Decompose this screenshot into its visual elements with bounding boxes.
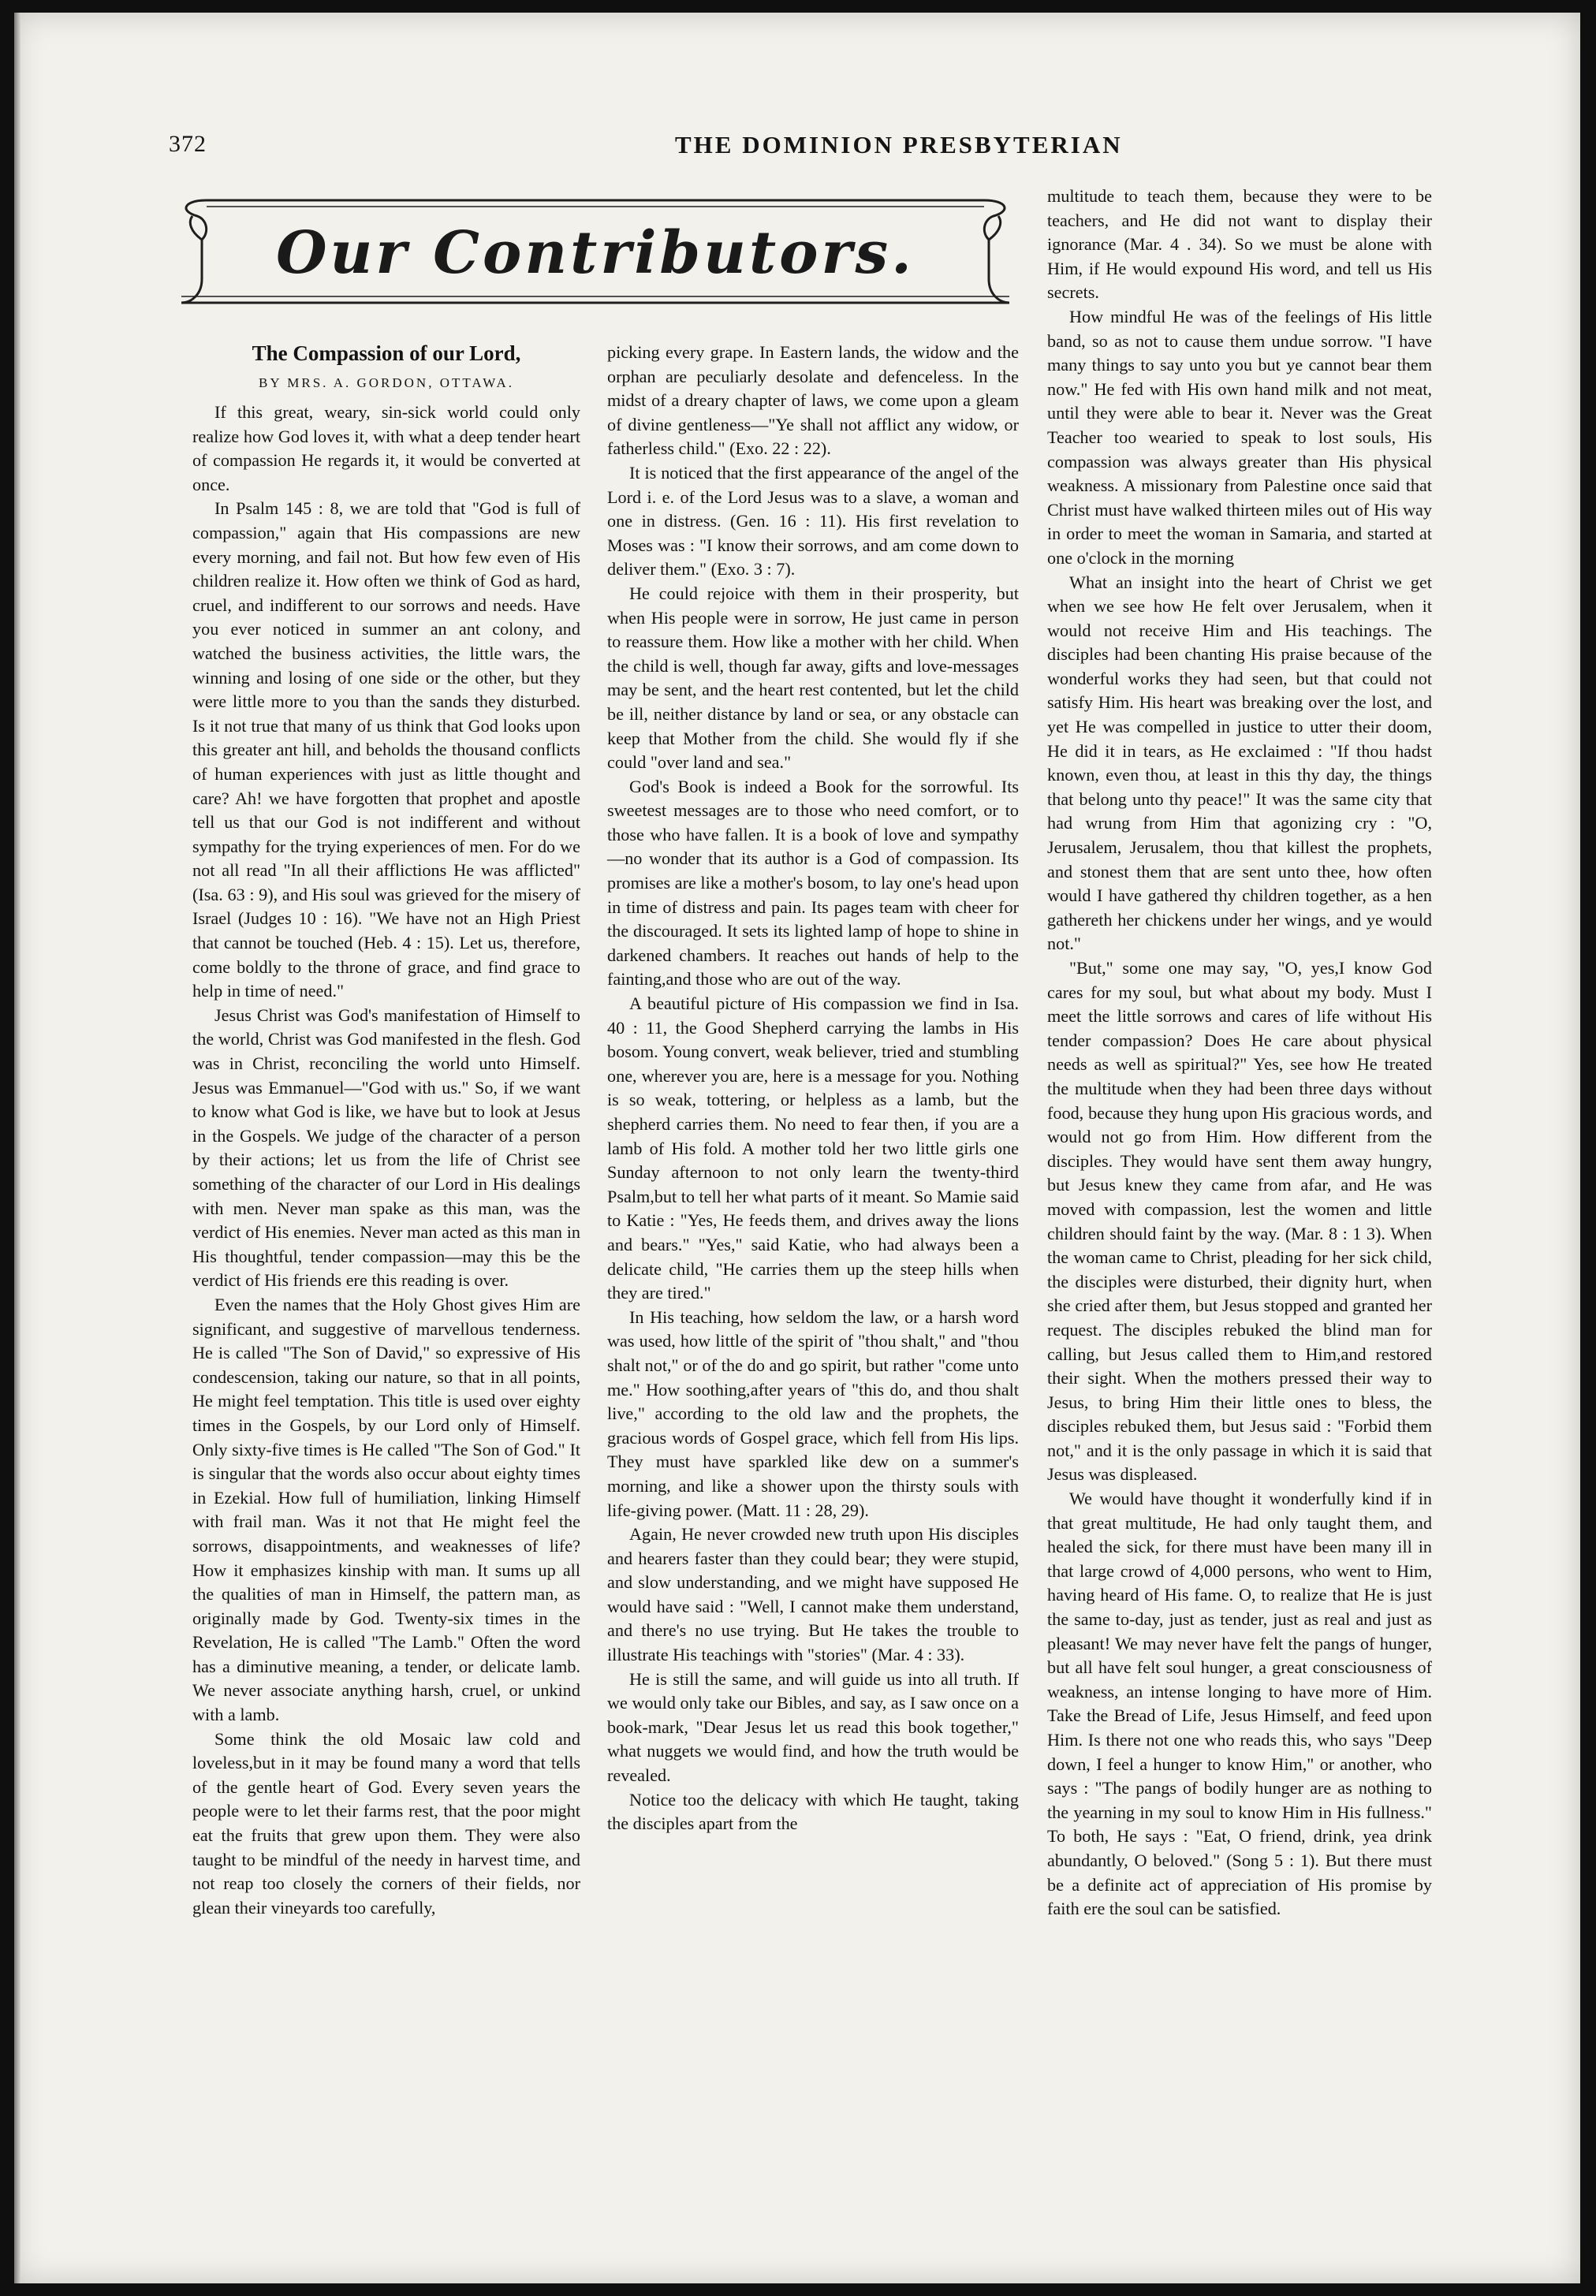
paragraph: picking every grape. In Eastern lands, the widow and the orphan are peculiarly desolate and defenceless. In the midst of a dreary chapter of laws, we come upon a gleam of divine gentleness—"Ye shall not afflict any widow, or fatherless child." (Exo. 22 : 22). [607, 342, 1019, 459]
paragraph: "But," some one may say, "O, yes,I know God cares for my soul, but what about my body. Must I meet the little sorrows and cares of life without His tender compassion? Does He care about physical needs as well as spiritual?" Yes, see how He treated the multitude when they had been three days without food, because they hung upon His gracious words, and would not go from Him. How different from the disciples. They would have sent them away hungry, but Jesus knew they came from afar, and He was moved with compassion, lest the women and little children should faint by the way. (Mar. 8 : 1 3). When the woman came to Christ, pleading for her sick child, the disciples were disturbed, their dignity hurt, when she cried after them, but Jesus stopped and granted her request. The disciples rebuked the blind man for calling, but Jesus called them to Him,and restored their sight. When the mothers pressed their way to Jesus, to bring Him their little ones to bless, the disciples rebuked them, but Jesus said : "Forbid them not," and it is the only passage in which it is said that Jesus was displeased. [1047, 958, 1432, 1485]
paragraph: What an insight into the heart of Christ we get when we see how He felt over Jerusalem, when it would not receive Him and His teachings. The disciples had been chanting His praise because of the wonderful works they had seen, but that could not satisfy Him. His heart was breaking over the lost, and yet He was compelled in justice to utter their doom, He did it in tears, as He exclaimed : "If thou hadst known, even thou, at least in this thy day, the things that belong unto thy peace!" It was the same city that had wrung from Him that agonizing cry : "O, Jerusalem, Jerusalem, thou that killest the prophets, and stonest them that are sent unto thee, how often would I have gathered thy children together, as a hen gathereth her chickens under her wings, and ye would not." [1047, 572, 1432, 954]
paragraph: We would have thought it wonderfully kind if in that great multitude, He had only taught them, and healed the sick, for there must have been many ill in that large crowd of 4,000 persons, who went to Him, having heard of His fame. O, to realize that He is just the same to-day, just as tender, just as real and just as pleasant! We may never have felt the pangs of hunger, but all have felt soul hunger, a great consciousness of weakness, an intense longing to have more of Him. Take the Bread of Life, Jesus Himself, and feed upon Him. Is there not one who reads this, who says "Deep down, I feel a hunger to know Him," or another, who says : "The pangs of bodily hunger are as nothing to the yearning in my soul to know Him in His fullness." To both, He says : "Eat, O friend, drink, yea drink abundantly, O beloved." (Song 5 : 1). But there must be a definite act of appreciation of His promise by faith ere the soul can be satisfied. [1047, 1489, 1432, 1919]
article-title: The Compassion of our Lord, [252, 341, 521, 365]
paragraph: In His teaching, how seldom the law, or a harsh word was used, how little of the spirit of "thou shalt," and "thou shalt not," or of the do and go spirit, but rather "come unto me." How soothing,after years of "this do, and thou shalt live," according to the old law and the prophets, the gracious words of Gospel grace, which fell from His lips. They must have sparkled like dew on a summer's morning, and like a shower upon the thirsty souls with life-giving power. (Matt. 11 : 28, 29). [607, 1306, 1019, 1520]
paragraph: It is noticed that the first appearance of the angel of the Lord i. e. of the Lord Jesus was to a slave, a woman and one in distress. (Gen. 16 : 11). His first revelation to Moses was : "I know their sorrows, and am come down to deliver them." (Exo. 3 : 7). [607, 462, 1019, 580]
article-byline: BY MRS. A. GORDON, OTTAWA. [259, 375, 514, 390]
paragraph: Notice too the delicacy with which He taught, taking the disciples apart from the [607, 1789, 1019, 1834]
article-column-2 [607, 341, 1019, 1836]
paragraph: God's Book is indeed a Book for the sorrowful. Its sweetest messages are to those who need comfort, or to those who have fallen. It is a book of love and sympathy—no wonder that its author is a God of compassion. Its promises are like a mother's bosom, to lay one's head upon in time of distress and pain. Its pages team with cheer for the discouraged. It sets its lighted lamp of hope to shine in darkened chambers. It reaches out hands of help to the fainting,and those who are out of the way. [607, 776, 1019, 990]
paragraph: He could rejoice with them in their prosperity, but when His people were in sorrow, He just came in person to reassure them. How like a mother with her child. When the child is well, though far away, gifts and love-messages may be sent, and the heart rest contented, but let the child be ill, neither distance by land or sea, or any obstacle can keep that Mother from the child. She would fly if she could "over land and sea." [607, 583, 1019, 773]
paragraph: In Psalm 145 : 8, we are told that "God is full of compassion," again that His compassions are new every morning, and fail not. But how few even of His children realize it. How often we think of God as hard, cruel, and indifferent to our sorrows and needs. Have you ever noticed in summer an ant colony, and watched the business activities, the little wars, the winning and losing of one side or the other, but they were little more to you than the sands they disturbed. Is it not true that many of us think that God looks upon this greater ant hill, and beholds the thousand conflicts of human experiences with just as little thought and care? Ah! we have forgotten that prophet and apostle tell us that our God is not indifferent and without sympathy for the trying experiences of men. For do we not all read "In all their afflictions He was afflicted" (Isa. 63 : 9), and His soul was grieved for the misery of Israel (Judges 10 : 16). "We have not an High Priest that cannot be touched (Heb. 4 : 15). Let us, therefore, come boldly to the throne of grace, and find grace to help in time of need." [192, 498, 580, 1001]
paragraph: multitude to teach them, because they were to be teachers, and He did not want to display their ignorance (Mar. 4 . 34). So we must be alone with Him, if He would expound His word, and tell us His secrets. [1047, 186, 1432, 303]
paragraph: Even the names that the Holy Ghost gives Him are significant, and suggestive of marvellous tenderness. He is called "The Son of David," so expressive of His condescension, taking our nature, so that in all points, He might feel temptation. This title is used over eighty times in the Gospels, by our Lord only of Himself. Only sixty-five times is He called "The Son of God." It is singular that the words also occur about eighty times in Ezekial. How full of humiliation, linking Himself with frail man. Was it not that He might feel the sorrows, disappointments, and weaknesses of life? How it emphasizes kinship with man. It sums up all the qualities of man in Himself, the pattern man, as originally made by God. Twenty-six times in the Revelation, He is called "The Lamb." Often the word has a diminutive meaning, a tender, or delicate lamb. We never associate anything harsh, cruel, or unkind with a lamb. [192, 1294, 580, 1725]
paragraph: Some think the old Mosaic law cold and loveless,but in it may be found many a word that tells of the gentle heart of God. Every seven years the people were to let their farms rest, that the poor might eat the fruits that grew upon them. They were also taught to be mindful of the needy in harvest time, and not reap too closely the corners of their fields, nor glean their vineyards too carefully, [192, 1728, 580, 1918]
newspaper-page [14, 13, 1580, 2283]
paragraph: He is still the same, and will guide us into all truth. If we would only take our Bibles, and say, as I saw once on a book-mark, "Dear Jesus let us read this book together," what nuggets we would find, and how the truth would be revealed. [607, 1668, 1019, 1786]
paragraph: Again, He never crowded new truth upon His disciples and hearers faster than they could bear; they were stupid, and slow understanding, and we might have supposed He would have said : "Well, I cannot make them understand, and there's no use trying. But He takes the trouble to illustrate His teachings with "stories" (Mar. 4 : 33). [607, 1524, 1019, 1665]
section-banner [175, 184, 1016, 317]
page-number: 372 [169, 131, 207, 157]
section-title: Our Contributors. [276, 219, 915, 287]
article-column-3 [1047, 184, 1432, 1921]
paragraph: Jesus Christ was God's manifestation of Himself to the world, Christ was God manifested in the flesh. God was in Christ, reconciling the world unto Himself. Jesus was Emmanuel—"God with us." So, if we want to know what God is like, we have but to look at Jesus in the Gospels. We judge of the character of a person by their actions; let us from the life of Christ see something of the character of our Lord in His dealings with men. Never man spake as this man, was the verdict of His enemies. Never man acted as this man in His thoughtful, tender compassion—may this be the verdict of His friends ere this reading is over. [192, 1004, 580, 1291]
paragraph: A beautiful picture of His compassion we find in Isa. 40 : 11, the Good Shepherd carrying the lambs in His bosom. Young convert, weak believer, tried and stumbling one, wherever you are, here is a message for you. Nothing is so weak, tottering, or helpless as a lamb, but the shepherd carries them. No need to fear then, if you are a lamb of His fold. A mother told her two little girls one Sunday afternoon to not only learn the twenty-third Psalm,but to tell her what parts of it meant. So Mamie said to Katie : "Yes, He feeds them, and drives away the lions and bears." "Yes," said Katie, who had always been a delicate child, "He carries them up the steep hills when they are tired." [607, 993, 1019, 1303]
article-column-1 [192, 341, 580, 1920]
paragraph: If this great, weary, sin-sick world could only realize how God loves it, with what a deep tender heart of compassion He regards it, it would be converted at once. [192, 402, 580, 494]
paragraph: How mindful He was of the feelings of His little band, so as not to cause them undue sorrow. "I have many things to say unto you but ye cannot bear them now." He fed with His own hand milk and not meat, until they were able to bear it. Never was the Great Teacher too wearied to speak to lost souls, His compassion was always greater than His physical weakness. A missionary from Palestine once said that Christ must have walked thirteen miles out of His way in order to meet the woman in Samaria, and started at one o'clock in the morning [1047, 306, 1432, 568]
running-head: THE DOMINION PRESBYTERIAN [675, 131, 1123, 158]
